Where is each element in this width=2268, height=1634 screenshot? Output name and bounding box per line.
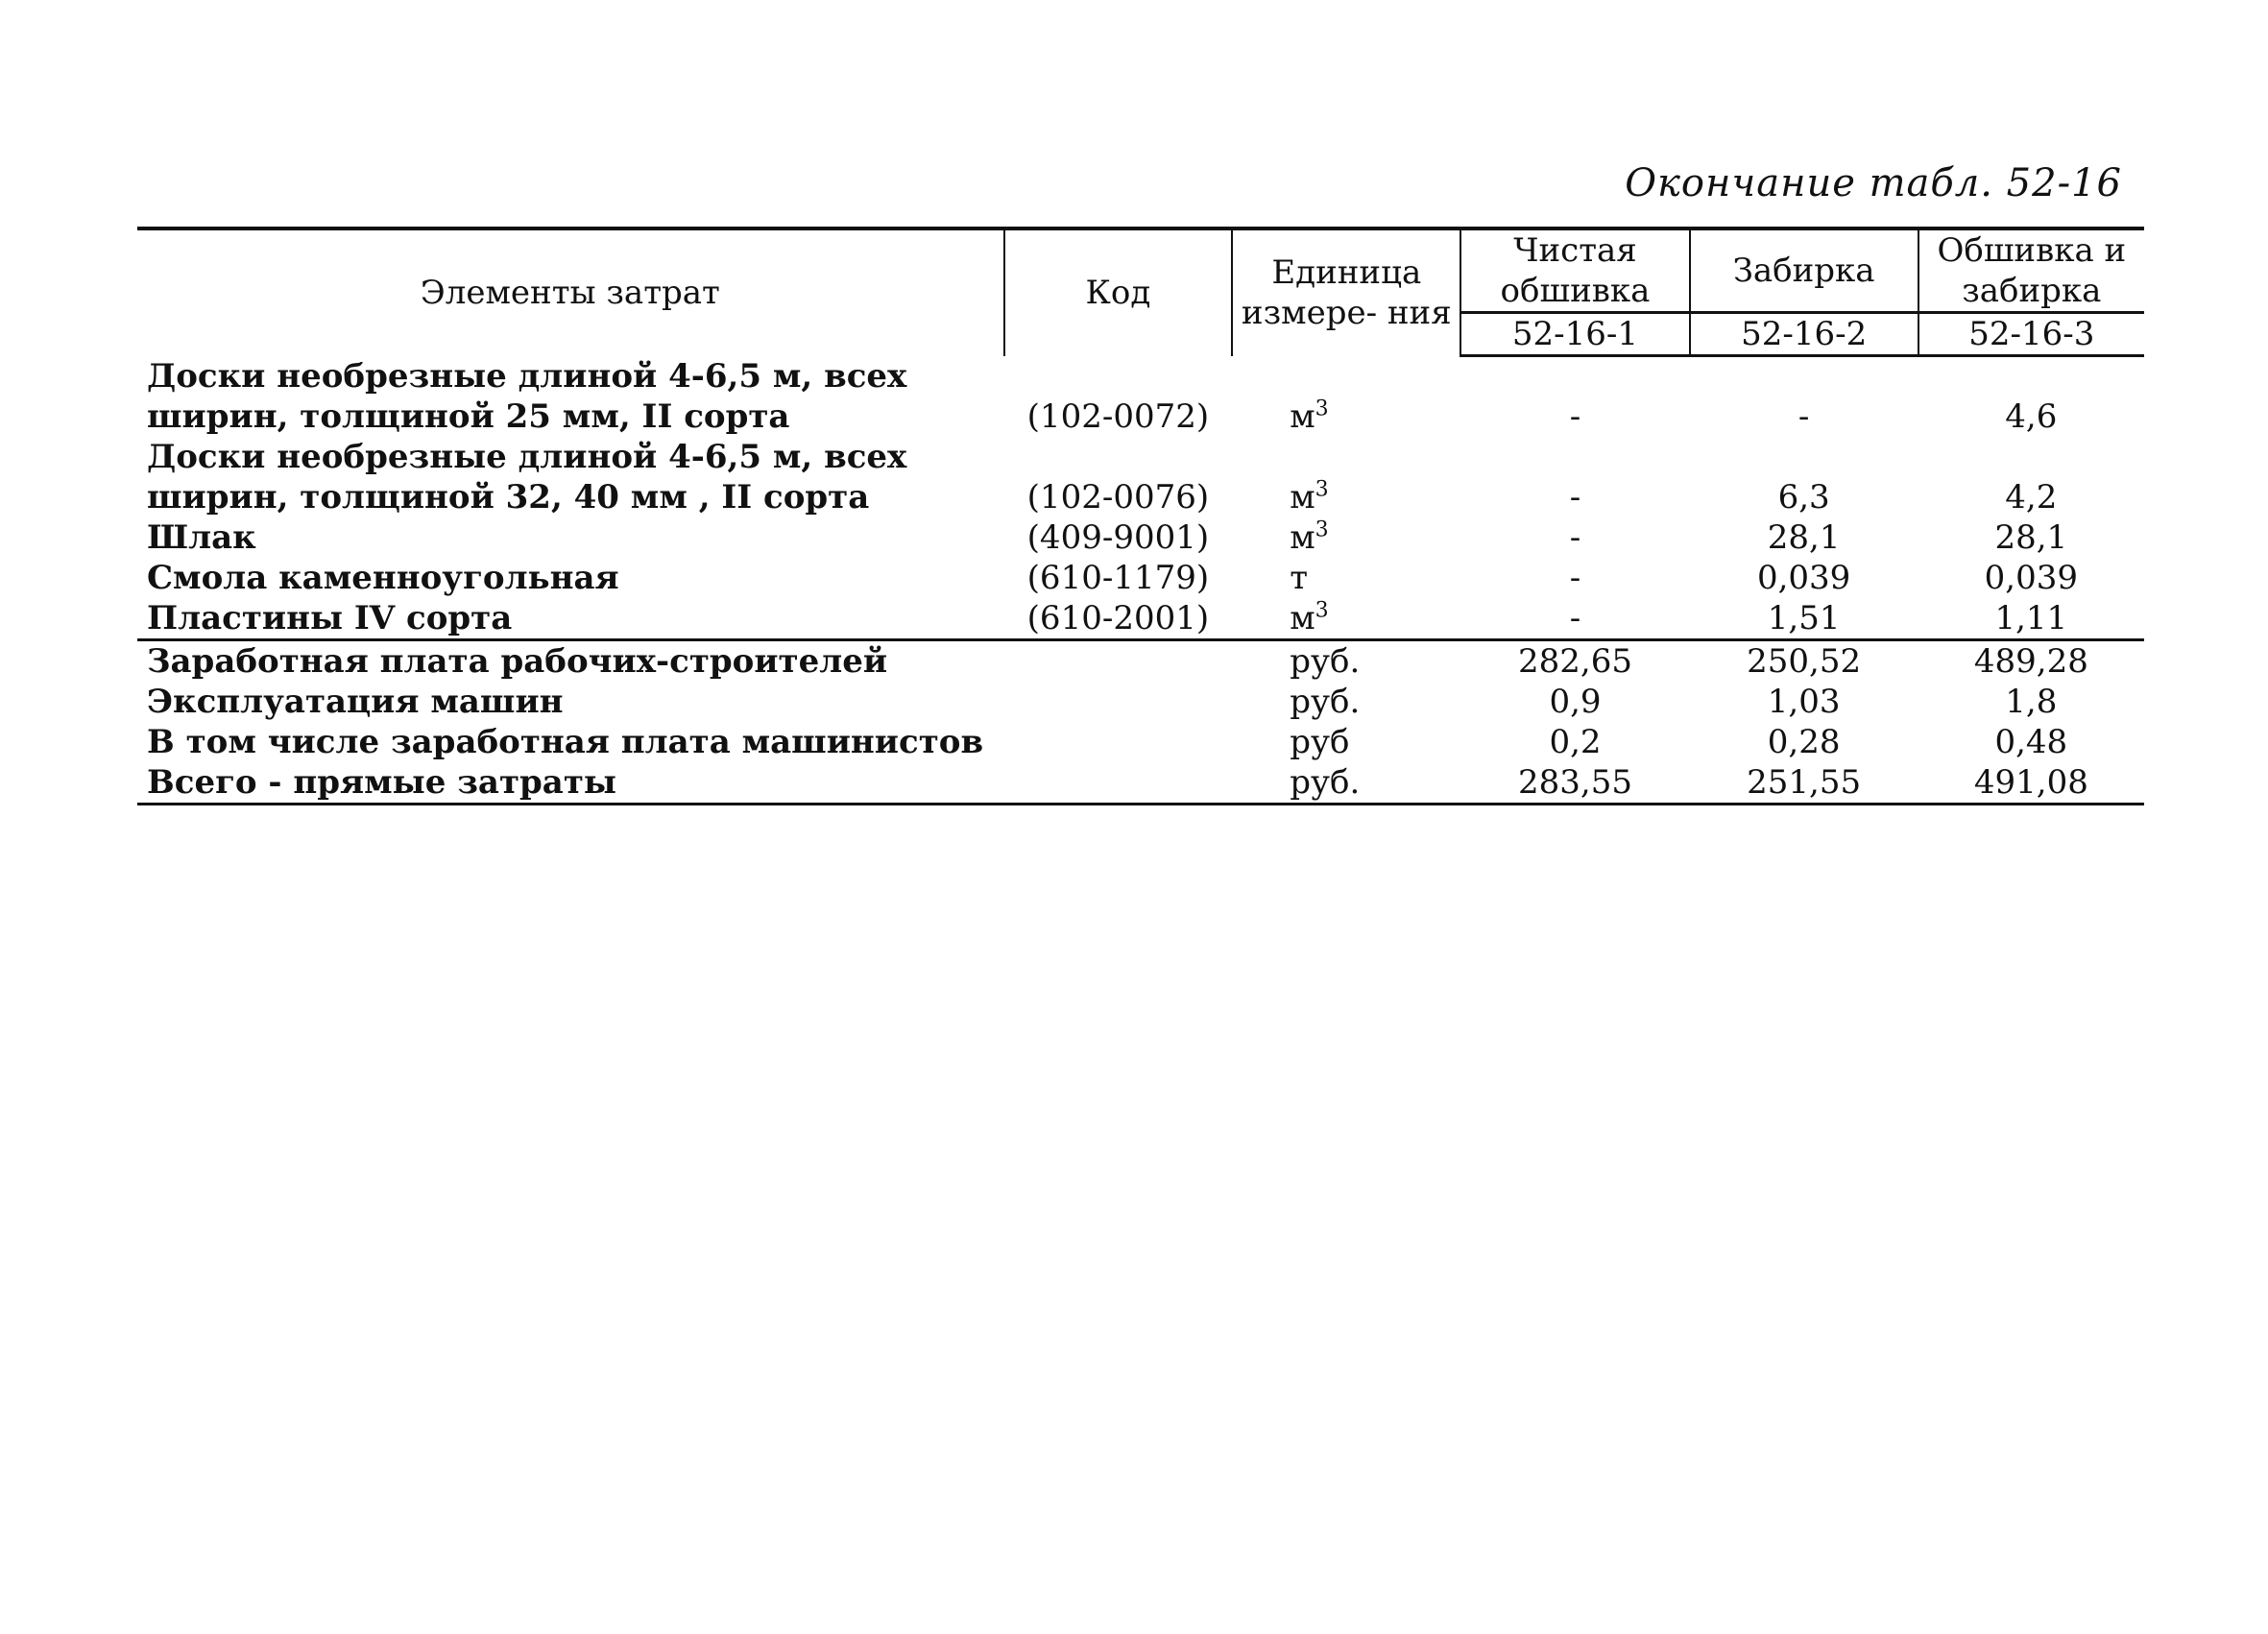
row-unit: $м^3$: [1290, 477, 1329, 517]
row-value-2: 1,03: [1767, 682, 1841, 721]
table-row: [137, 517, 2144, 558]
header-elements: Элементы затрат: [137, 228, 1004, 356]
row-unit: $м^3$: [1290, 598, 1329, 637]
row-unit: $м^3$: [1290, 396, 1329, 436]
row-value-3: 1,11: [1994, 598, 2068, 637]
row-code: [1004, 762, 1233, 805]
row-code: [1004, 722, 1233, 762]
summary-row: [137, 682, 2144, 722]
row-code: (102-0072): [1026, 396, 1210, 436]
header-col2-code: 52-16-2: [1690, 313, 1918, 356]
row-name: Доски необрезные длиной 4-6,5 м, всех ширин, толщиной 25 мм, II сорта: [147, 356, 907, 436]
row-code: [1004, 639, 1233, 682]
row-value-3: 0,039: [1984, 558, 2079, 597]
table-row: [137, 437, 2144, 517]
table-row: [137, 598, 2144, 640]
cost-table: [137, 227, 2144, 805]
row-value-2: -: [1798, 396, 1810, 436]
row-name: Смола каменноугольная: [147, 558, 619, 597]
row-value-2: 250,52: [1690, 639, 1918, 682]
row-value-1: 0,9: [1549, 682, 1602, 721]
header-unit: Единица измере- ния: [1232, 228, 1460, 356]
row-unit: руб.: [1232, 762, 1460, 805]
header-col3-title: Обшивка и забирка: [1918, 228, 2144, 313]
row-unit: руб.: [1290, 682, 1361, 721]
row-value-2: 0,28: [1767, 722, 1841, 761]
row-code: (610-2001): [1026, 598, 1210, 637]
row-value-2: 1,51: [1767, 598, 1841, 637]
row-value-2: 251,55: [1690, 762, 1918, 805]
row-value-3: 4,2: [2005, 477, 2058, 517]
row-name: Заработная плата рабочих-строителей: [137, 639, 1004, 682]
row-unit: т: [1290, 558, 1309, 597]
row-value-1: -: [1569, 558, 1581, 597]
header-code: Код: [1004, 228, 1233, 356]
row-value-1: -: [1569, 517, 1581, 557]
row-value-1: 282,65: [1460, 639, 1689, 682]
row-value-1: -: [1569, 396, 1581, 436]
header-col3-code: 52-16-3: [1918, 313, 2144, 356]
header-col2-title: Забирка: [1690, 228, 1918, 313]
row-value-3: 0,48: [1994, 722, 2068, 761]
row-value-3: 1,8: [2005, 682, 2058, 721]
table-caption: Окончание табл. 52-16: [1625, 161, 2122, 205]
row-value-3: 4,6: [2005, 396, 2058, 436]
row-code: [1004, 682, 1233, 722]
row-value-1: -: [1569, 477, 1581, 517]
table-row: [137, 558, 2144, 598]
header-col1-code: 52-16-1: [1460, 313, 1689, 356]
row-value-1: 0,2: [1549, 722, 1602, 761]
row-name: Доски необрезные длиной 4-6,5 м, всех ширин, толщиной 32, 40 мм , II сорта: [147, 437, 907, 517]
row-value-1: -: [1569, 598, 1581, 637]
row-name: Эксплуатация машин: [147, 682, 564, 721]
summary-row: [137, 722, 2144, 762]
row-unit: руб: [1290, 722, 1350, 761]
table-row: [137, 356, 2144, 437]
row-value-2: 28,1: [1767, 517, 1841, 557]
row-code: (610-1179): [1026, 558, 1210, 597]
row-code: (409-9001): [1026, 517, 1210, 557]
row-value-2: 0,039: [1756, 558, 1851, 597]
row-value-3: 489,28: [1918, 639, 2144, 682]
row-value-2: 6,3: [1777, 477, 1830, 517]
row-name: В том числе заработная плата машинистов: [147, 722, 984, 761]
summary-row: [137, 639, 2144, 682]
row-name: Шлак: [147, 517, 256, 557]
row-name: Всего - прямые затраты: [137, 762, 1004, 805]
row-unit: руб.: [1232, 639, 1460, 682]
row-name: Пластины IV сорта: [147, 598, 513, 637]
row-value-1: 283,55: [1460, 762, 1689, 805]
header-col1-title: Чистая обшивка: [1460, 228, 1689, 313]
summary-row: [137, 762, 2144, 805]
row-unit: $м^3$: [1290, 517, 1329, 557]
row-value-3: 28,1: [1994, 517, 2068, 557]
row-code: (102-0076): [1026, 477, 1210, 517]
row-value-3: 491,08: [1918, 762, 2144, 805]
